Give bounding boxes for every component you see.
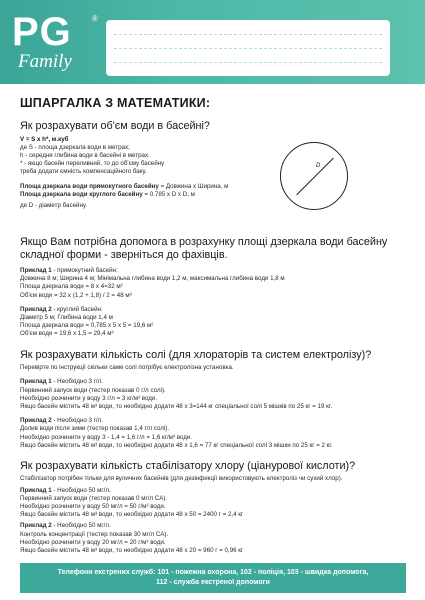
notes-line bbox=[114, 62, 382, 63]
logo-registered: ® bbox=[92, 14, 98, 23]
salt-section bbox=[20, 349, 410, 450]
example-line: Площа дзеркала води = 8 x 4=32 м² bbox=[20, 283, 123, 291]
example-line: Площа дзеркала води = 0,785 x 5 x 5 = 19,6 м² bbox=[20, 322, 154, 330]
stabilizer-heading: Як розрахувати кількість стабілізатору хлору (ціанурової кислоти)? bbox=[20, 459, 356, 472]
example-line: Контроль концентрації (тестер показав 30 мг/л CA). bbox=[20, 530, 169, 538]
volume-section bbox=[20, 116, 410, 232]
cheatsheet-content bbox=[20, 92, 410, 555]
logo-main: PG bbox=[12, 10, 72, 54]
example-title: Приклад 1 - Необхідно 3 г/л. bbox=[20, 378, 103, 386]
round-area-formula: Площа дзеркала води круглого басейну = 0.785 x D x D, м bbox=[20, 190, 195, 198]
example-line: Первинний запуск води (тестер показав 0 г/л солі). bbox=[20, 386, 166, 394]
example-title: Приклад 1 - прямокутний басейн: bbox=[20, 267, 118, 274]
example-line: Якщо басейн містить 48 м³ води, то необхідно додати 48 x 1,6 = 77 кг спеціальної солі 3 мішки по 25 кг = 2 кг. bbox=[20, 441, 333, 449]
pool-circle-diagram bbox=[280, 142, 348, 210]
volume-note-line: треба додати ємність компенсаційного баку. bbox=[20, 168, 147, 176]
page-title: ШПАРГАЛКА З МАТЕМАТИКИ: bbox=[20, 96, 211, 110]
example-line: Первинний запуск води (тестер показав 0 мг/л CA). bbox=[20, 494, 168, 502]
example-line: Об'єм води = 19,6 x 1,5 = 29,4 м³ bbox=[20, 330, 114, 338]
footer-line: 112 - служба екстреної допомоги bbox=[156, 579, 270, 586]
emergency-phones-footer bbox=[20, 563, 406, 593]
example-line: Необхідно розчинити у воду 20 мг/л = 20 г/м³ води. bbox=[20, 538, 166, 546]
pg-family-logo bbox=[12, 12, 102, 78]
example-title: Приклад 1 - Необхідно 50 мг/л. bbox=[20, 486, 111, 494]
footer-line: Телефони екстрених служб: 101 - пожежна охорона, 102 - поліція, 103 - швидка допомога, bbox=[57, 569, 369, 576]
volume-note-line: h - середня глибина води в басейні в метрах. bbox=[20, 151, 150, 159]
volume-heading: Як розрахувати об'єм води в басейні? bbox=[20, 120, 210, 132]
example-line: Необхідно розчинити у воду 3 - 1,4 = 1,6 г/л = 1,6 кг/м³ води. bbox=[20, 433, 193, 441]
notes-line bbox=[114, 48, 382, 49]
diameter-line bbox=[296, 158, 333, 195]
example-line: Якщо басейн містить 48 м³ води, то необхідно додати 48 x 3=144 кг спеціальної солі 5 мішків по 25 кг = 19 кг. bbox=[20, 402, 333, 410]
example-title: Приклад 2 - Необхідно 3 г/л. bbox=[20, 417, 103, 425]
header-notes-box bbox=[106, 20, 390, 76]
example-line: Необхідно розчинити у воду 3 г/л = 3 кг/м³ води. bbox=[20, 394, 158, 402]
diameter-note: де D - діаметр басейну. bbox=[20, 201, 88, 209]
example-line: Якщо басейн містить 48 м³ води, то необхідно додати 48 x 20 = 960 г = 0,96 кг bbox=[20, 547, 244, 555]
volume-note-line: де S - площа дзеркала води в метрах; bbox=[20, 143, 130, 151]
example-line: Долив води після зими (тестер показав 1,4 г/л солі). bbox=[20, 425, 170, 433]
rect-area-formula: Площа дзеркала води прямокутного басейну = Довжина x Ширина, м bbox=[20, 182, 229, 190]
example-line: Якщо басейн містить 48 м³ води, то необхідно додати 48 x 50 = 2400 г = 2,4 кг bbox=[20, 511, 244, 519]
example-line: Об'єм води = 32 x (1,2 + 1,8) / 2 = 48 м³ bbox=[20, 291, 132, 299]
complex-shape-section bbox=[20, 236, 410, 339]
logo-sub: Family bbox=[18, 51, 72, 72]
salt-intro: Перевірте по інструкції скільки саме солі потрібує електролізна установка. bbox=[20, 364, 234, 372]
salt-heading: Як розрахувати кількість солі (для хлораторів та систем електролізу)? bbox=[20, 348, 372, 361]
example-line: Діаметр 5 м; Глибина води 1,4 м bbox=[20, 314, 113, 322]
notes-line bbox=[114, 34, 382, 35]
diameter-label: D bbox=[316, 163, 321, 169]
example-title: Приклад 2 - Необхідно 50 мг/л. bbox=[20, 522, 111, 530]
volume-note-line: * - якщо басейн переливний, то до об'єму басейну bbox=[20, 160, 165, 168]
stabilizer-intro: Стабілізатор потрібен тільки для вуличних басейнів (для дезінфекції використовують електроліз чи сухий хлор). bbox=[20, 475, 343, 483]
header-banner bbox=[0, 0, 425, 84]
volume-formula: V = S x h*, м.куб bbox=[20, 135, 69, 143]
stabilizer-section bbox=[20, 460, 410, 555]
example-title: Приклад 2 - круглий басейн: bbox=[20, 305, 103, 313]
example-line: Довжина 8 м; Ширина 4 м; Мінімальна глибина води 1,2 м, максимальна глибина води 1,8 м bbox=[20, 275, 285, 283]
complex-heading: Якщо Вам потрібна допомога в розрахунку площі дзеркала води басейну складної форми - зверніться до фахівців. bbox=[20, 236, 388, 261]
example-line: Необхідно розчинити у воду 50 мг/л = 50 г/м³ води. bbox=[20, 503, 166, 511]
